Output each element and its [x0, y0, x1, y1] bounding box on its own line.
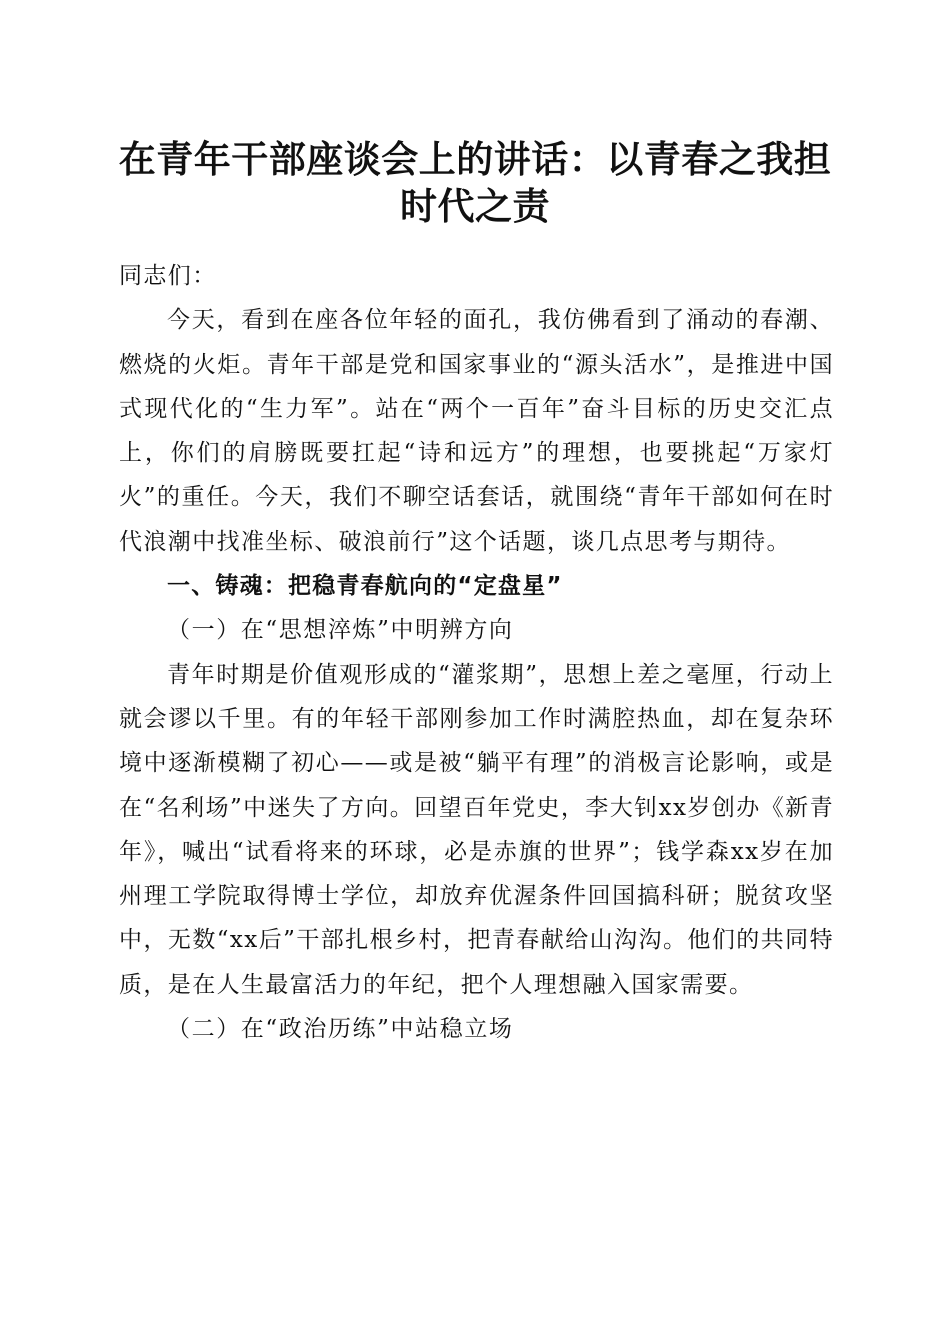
document-title: 在青年干部座谈会上的讲话：以青春之我担时代之责 — [118, 137, 832, 228]
salutation: 同志们： — [119, 263, 217, 289]
subsection-heading-1-1: （一）在“思想淬炼”中明辨方向 — [167, 617, 514, 644]
document-body — [119, 254, 834, 1051]
paragraph-1-1: 青年时期是价值观形成的“灌浆期”，思想上差之毫厘，行动上就会谬以千里。有的年轻干部刚参加工作时满腔热血，却在复杂环境中逐渐模糊了初心——或是被“躺平有理”的消极言论影响，或是在“名利场”中迷失了方向。回望百年党史，李大钊xx岁创办《新青年》，喊出“试看将来的环球，必是赤旗的世界”；钱学森xx岁在加州理工学院取得博士学位，却放弃优渥条件回国搞科研；脱贫攻坚中，无数“xx后”干部扎根乡村，把青春献给山沟沟。他们的共同特质，是在人生最富活力的年纪，把个人理想融入国家需要。 — [119, 661, 834, 998]
subsection-heading-1-2: （二）在“政治历练”中站稳立场 — [167, 1016, 514, 1043]
paragraph-opening: 今天，看到在座各位年轻的面孔，我仿佛看到了涌动的春潮、燃烧的火炬。青年干部是党和国家事业的“源头活水”，是推进中国式现代化的“生力军”。站在“两个一百年”奋斗目标的历史交汇点上，你们的肩膀既要扛起“诗和远方”的理想，也要挑起“万家灯火”的重任。今天，我们不聊空话套话，就围绕“青年干部如何在时代浪潮中找准坐标、破浪前行”这个话题，谈几点思考与期待。 — [119, 307, 834, 555]
section-heading-1: 一、铸魂：把稳青春航向的“定盘星” — [167, 573, 563, 600]
